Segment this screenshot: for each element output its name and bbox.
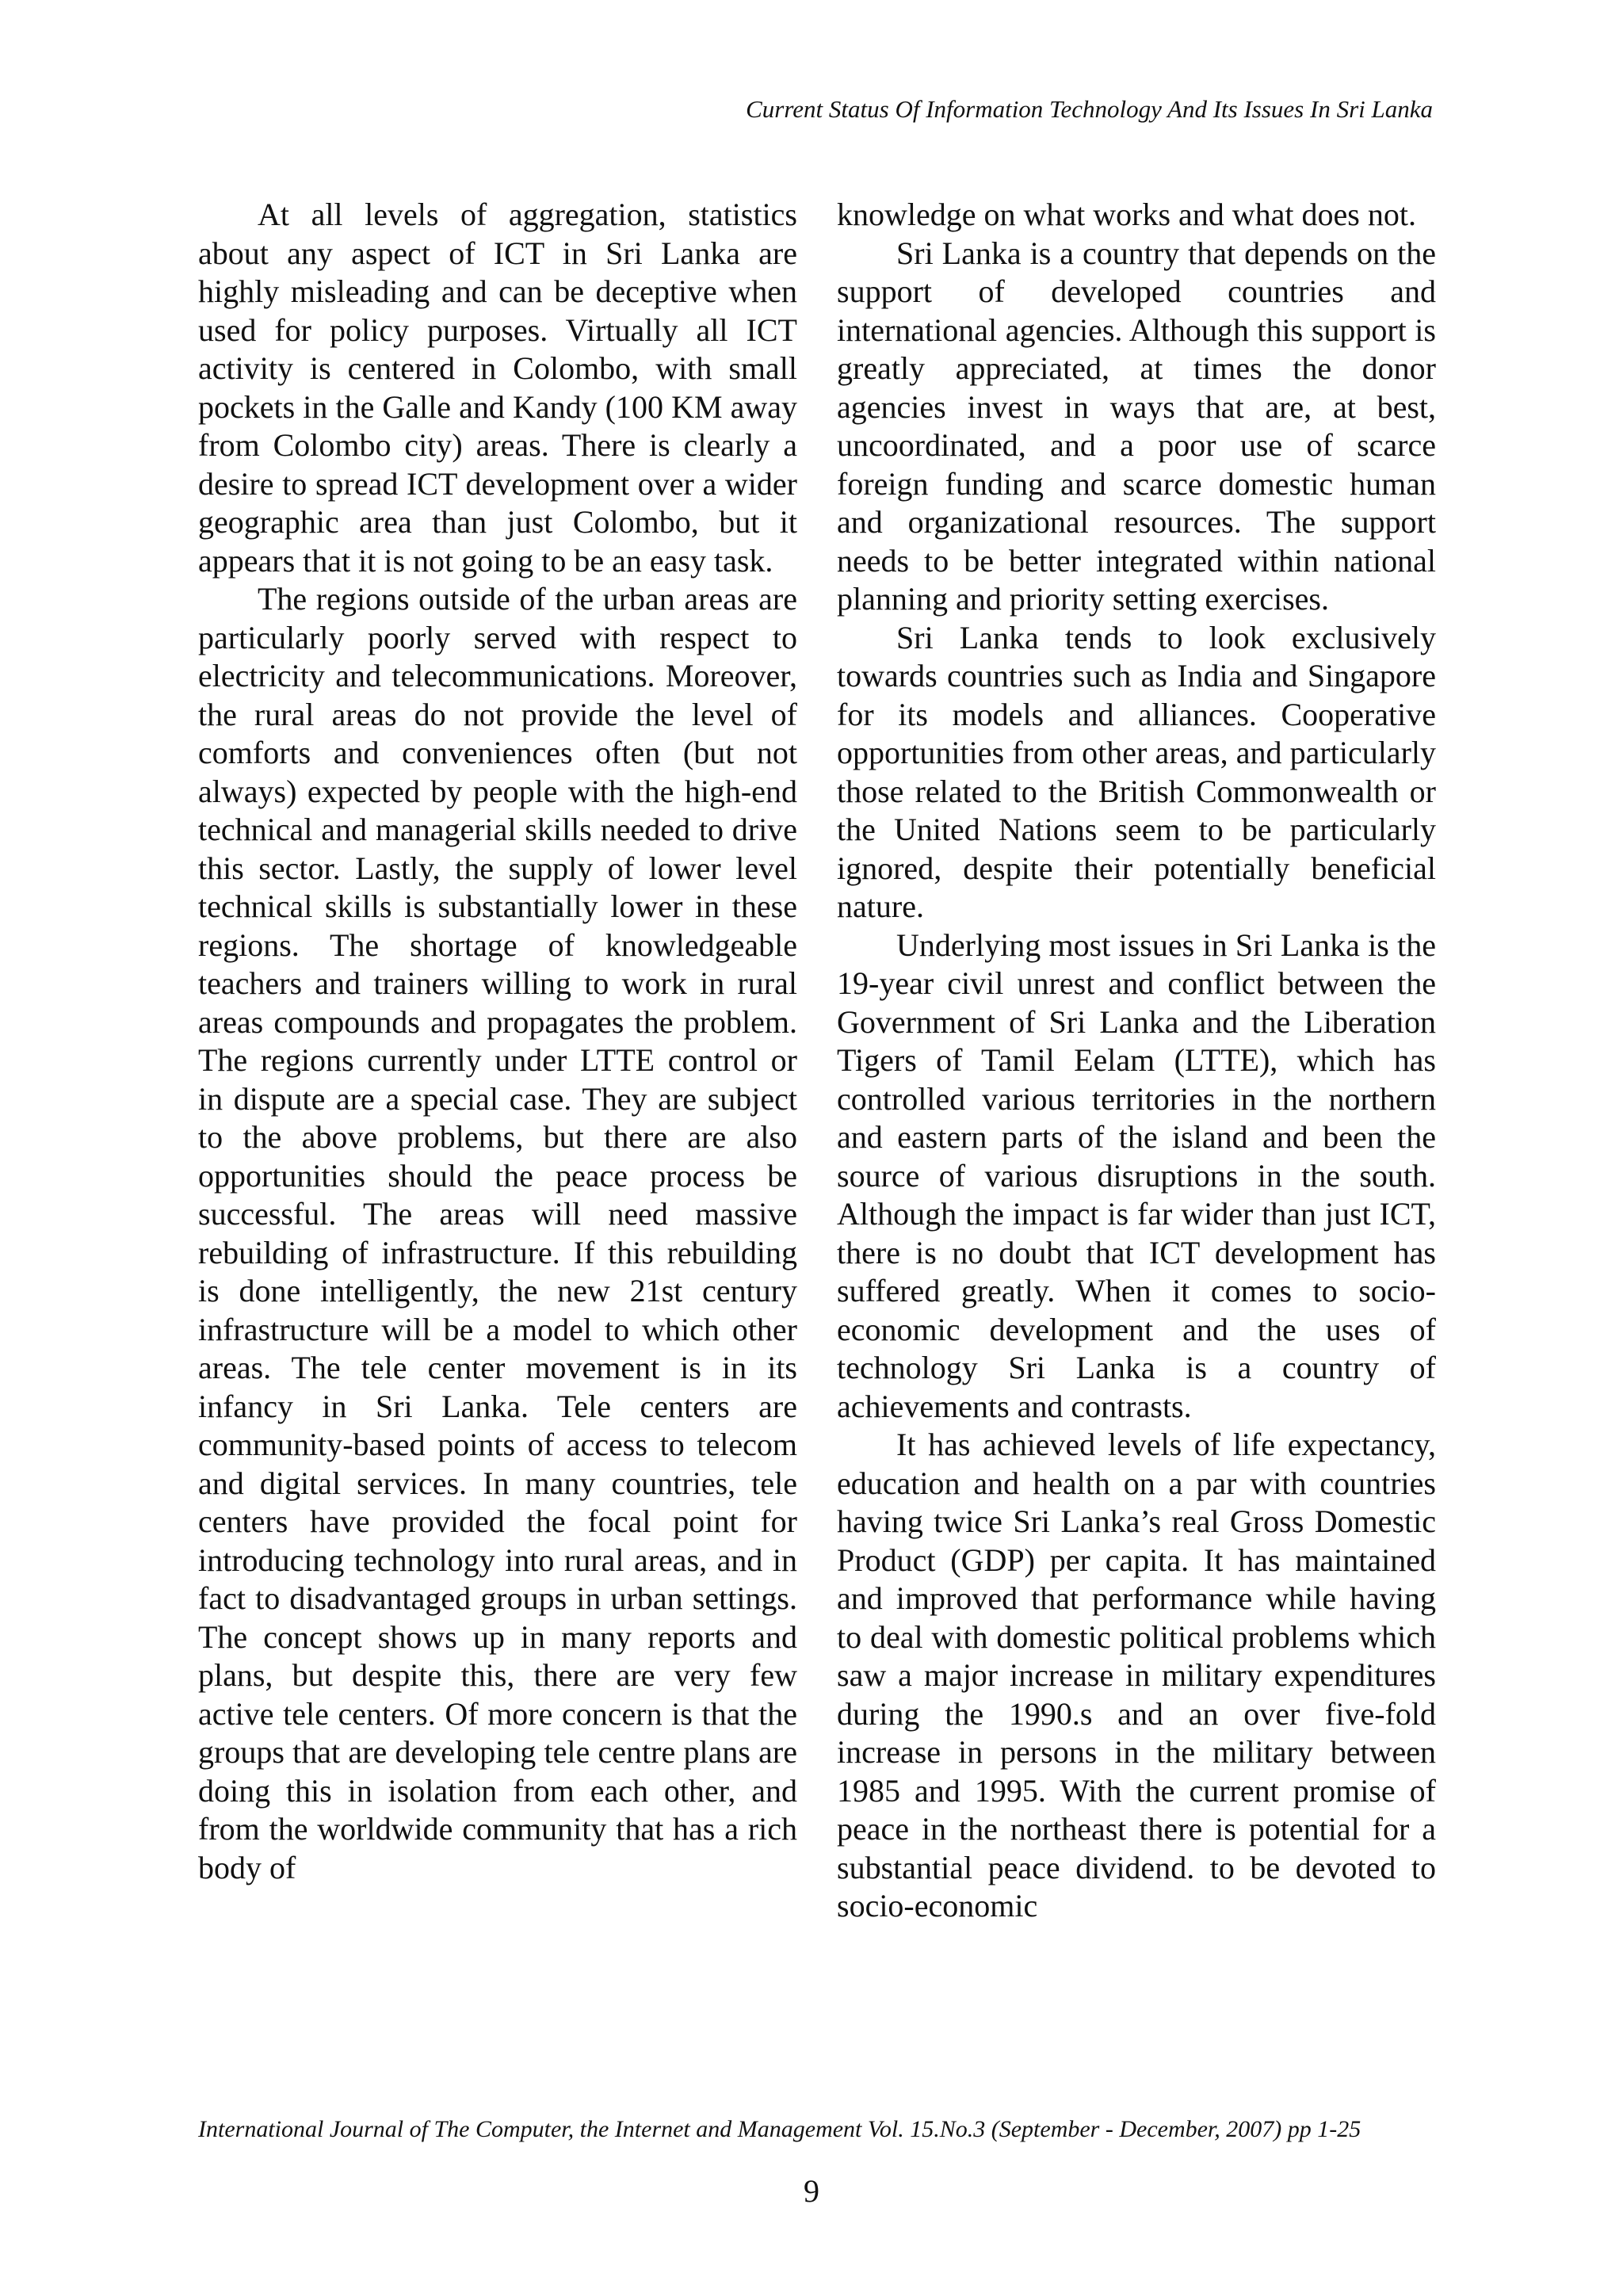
paragraph-life-expectancy: It has achieved levels of life expectancy, education and health on a par with countries having twice Sri Lanka’s real Gross Domestic Product (GDP) per capita. It has maintained and improved that performance while having to deal with domestic political problems which saw a major increase in military expenditures during the 1990.s and an over five-fold increase in persons in the military between 1985 and 1995. With the current promise of peace in the northeast there is potential for a substantial peace dividend. to be devoted to socio-economic (837, 1427, 1436, 1924)
journal-footer: International Journal of The Computer, the Internet and Management Vol. 15.No.3 (September - December, 2007) pp 1-25 (198, 2116, 1361, 2142)
paragraph-regions-outside-urban: The regions outside of the urban areas are particularly poorly served with respect to electricity and telecommunications. Moreover, the rural areas do not provide the level of comforts and conveniences often (but not always) expected by people with the high-end technical and managerial skills needed to drive this sector. Lastly, the supply of lower level technical skills is substantially lower in these regions. The shortage of knowledgeable teachers and trainers willing to work in rural areas compounds and propagates the problem. The regions currently under LTTE control or in dispute are a special case. They are subject to the above problems, but there are also opportunities should the peace process be successful. The areas will need massive rebuilding of infrastructure. If this rebuilding is done intelligently, the new 21st century infrastructure will be a model to which other areas. The tele center movement is in its infancy in Sri Lanka. Tele centers are community-based points of access to telecom and digital services. In many countries, tele centers have provided the focal point for introducing technology into rural areas, and in fact to disadvantaged groups in urban settings. The concept shows up in many reports and plans, but despite this, there are very few active tele centers. Of more concern is that the groups that are developing tele centre plans are doing this in isolation from each other, and from the worldwide community that has a rich body of (198, 581, 797, 1885)
paragraph-continuation: knowledge on what works and what does not. (837, 197, 1416, 232)
page-number: 9 (804, 2173, 819, 2209)
left-column (198, 196, 797, 1887)
running-header: Current Status Of Information Technology And Its Issues In Sri Lanka (746, 95, 1433, 123)
paragraph-donor-support: Sri Lanka is a country that depends on the support of developed countries and international agencies. Although this support is greatly appreciated, at times the donor agencies invest in ways that are, at best, uncoordinated, and a poor use of scarce foreign funding and scarce domestic human and organizational resources. The support needs to be better integrated within national planning and priority setting exercises. (837, 235, 1436, 617)
paragraph-civil-conflict: Underlying most issues in Sri Lanka is the 19-year civil unrest and conflict between the Government of Sri Lanka and the Liberation Tigers of Tamil Eelam (LTTE), which has controlled various territories in the northern and eastern parts of the island and been the source of various disruptions in the south. Although the impact is far wider than just ICT, there is no doubt that ICT development has suffered greatly. When it comes to socio-economic development and the uses of technology Sri Lanka is a country of achievements and contrasts. (837, 926, 1436, 1424)
paragraph-aggregation-statistics: At all levels of aggregation, statistics about any aspect of ICT in Sri Lanka are highly misleading and can be deceptive when used for policy purposes. Virtually all ICT activity is centered in Colombo, with small pockets in the Galle and Kandy (100 KM away from Colombo city) areas. There is clearly a desire to spread ICT development over a wider geographic area than just Colombo, but it appears that it is not going to be an easy task. (198, 197, 797, 579)
paragraph-models-alliances: Sri Lanka tends to look exclusively towards countries such as India and Singapore for its models and alliances. Cooperative opportunities from other areas, and particularly those related to the British Commonwealth or the United Nations seem to be particularly ignored, despite their potentially beneficial nature. (837, 619, 1436, 924)
right-column (837, 196, 1436, 1926)
